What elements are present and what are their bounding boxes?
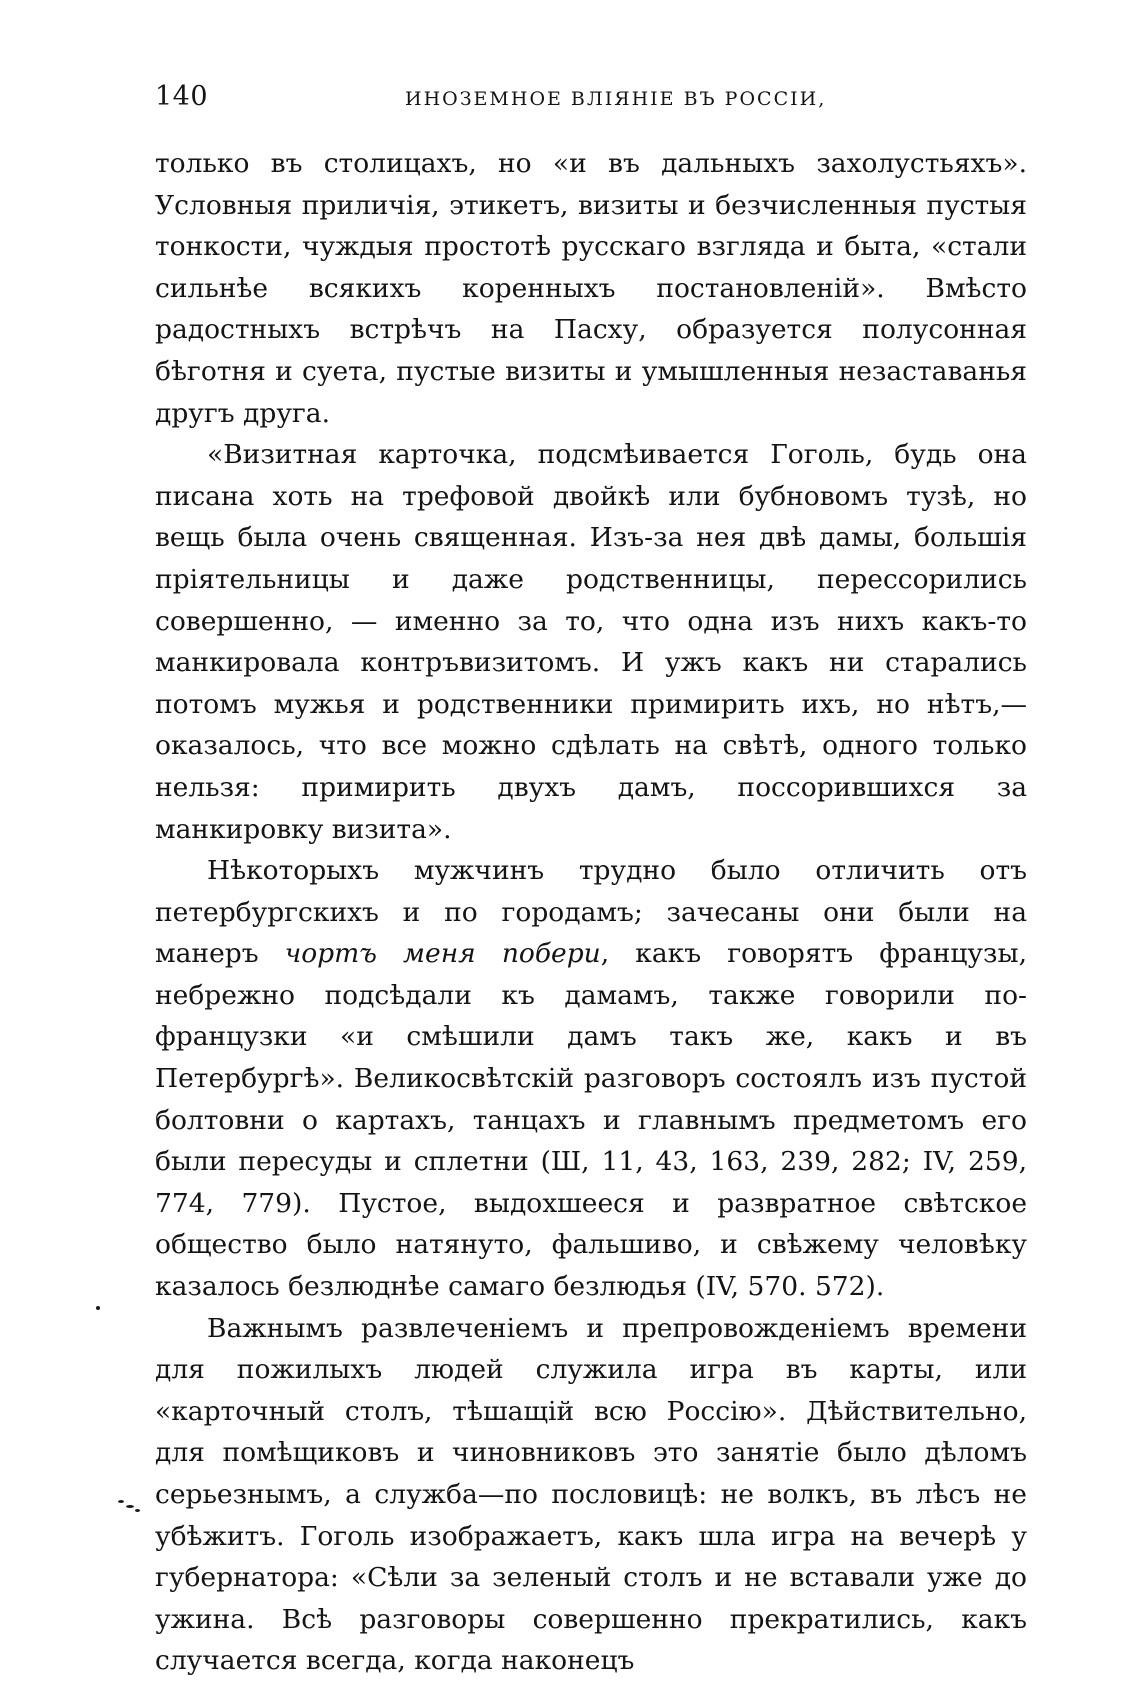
- paragraph-4: Важнымъ развлеченіемъ и препровожденіемъ времени для пожилыхъ людей служила игра въ карты, или «карточный столъ, тѣшащій всю Россію». Дѣйствительно, для помѣщиковъ и чиновниковъ это занятіе было дѣломъ серьезнымъ, а служба—по пословицѣ: не волкъ, въ лѣсъ не убѣжитъ. Гоголь изображаетъ, какъ шла игра на вечерѣ у губернатора: «Сѣли за зеленый столъ и не вставали уже до ужина. Всѣ разговоры совершенно прекратились, какъ случается всегда, когда наконецъ: [155, 1312, 1027, 1677]
- ink-speck: [126, 1505, 134, 1508]
- ink-speck: [96, 1306, 100, 1310]
- ink-speck: [118, 1500, 124, 1503]
- running-title: ИНОЗЕМНОЕ ВЛІЯНІЕ ВЪ РОССІИ,: [405, 88, 827, 110]
- paragraph-2: «Визитная карточка, подсмѣивается Гоголь, будь она писана хоть на трефовой двойкѣ или бубновомъ тузѣ, но вещь была очень священная. Изъ-за нея двѣ дамы, большія пріятельницы и даже родственницы, перессорились совершенно, — именно за то, что одна изъ нихъ какъ-то манкировала контръвизитомъ. И ужъ какъ ни старались потомъ мужья и родственники примирить ихъ, но нѣтъ,—оказалось, что все можно сдѣлать на свѣтѣ, одного только нельзя: примирить двухъ дамъ, поссорившихся за манкировку визита».: [155, 439, 1027, 845]
- italic-phrase: чортъ меня побери: [284, 938, 601, 970]
- running-head: [155, 80, 1030, 120]
- page-number: 140: [155, 81, 209, 112]
- ink-speck: [135, 1509, 140, 1512]
- paragraph-1: только въ столицахъ, но «и въ дальныхъ захолустьяхъ». Условныя приличія, этикетъ, визиты и безчисленныя пустыя тонкости, чуждыя простотѣ русскаго взгляда и быта, «стали сильнѣе всякихъ коренныхъ постановленій». Вмѣсто радостныхъ встрѣчъ на Пасху, образуется полусонная бѣготня и суета, пустые визиты и умышленныя незаставанья другъ друга.: [155, 148, 1027, 429]
- paragraph-3-after: , какъ говорятъ французы, небрежно подсѣдали къ дамамъ, также говорили по-французки «и смѣшили дамъ такъ же, какъ и въ Петербургѣ». Великосвѣтскій разговоръ состоялъ изъ пустой болтовни о картахъ, танцахъ и главнымъ предметомъ его были пересуды и сплетни (Ш, 11, 43, 163, 239, 282; IV, 259, 774, 779). Пустое, выдохшееся и развратное свѣтское общество было натянуто, фальшиво, и свѣжему человѣку казалось безлюднѣе самаго безлюдья (IV, 570. 572).: [155, 938, 1027, 1303]
- body-text: [155, 143, 1027, 1682]
- paragraph-3: [155, 850, 1027, 1308]
- paragraph-3-before: Нѣкоторыхъ мужчинъ трудно было отличить отъ петербургскихъ и по городамъ; зачесаны они были на манеръ: [155, 855, 1027, 970]
